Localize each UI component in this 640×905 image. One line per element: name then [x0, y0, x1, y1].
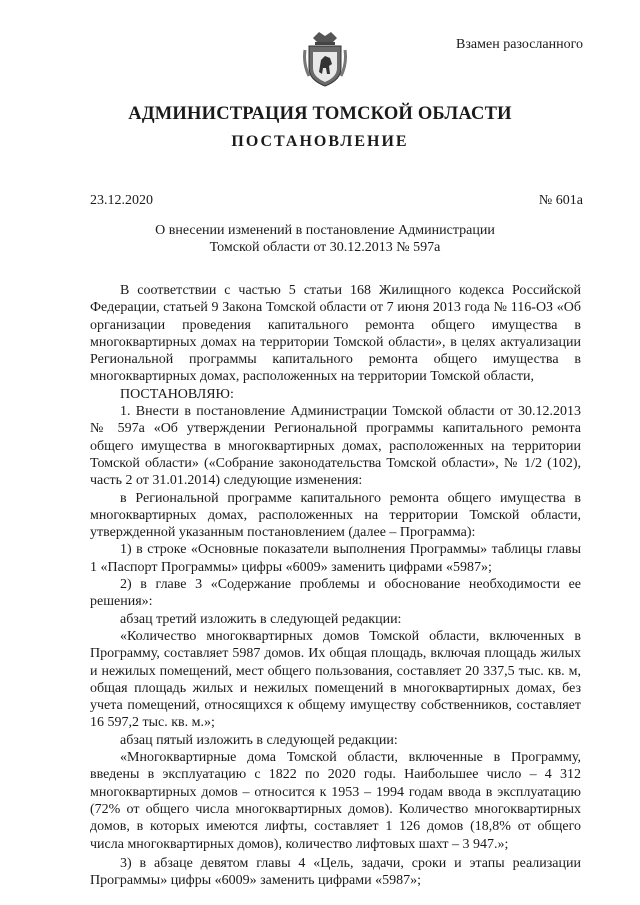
paragraph-change-1: 1) в строке «Основные показатели выполнения Программы» таблицы главы 1 «Паспорт Программы» цифры «6009» заменить цифрами «5987»;: [90, 542, 581, 575]
document-date: 23.12.2020: [90, 193, 153, 208]
paragraph-change-3: 3) в абзаце девятом главы 4 «Цель, задачи, сроки и этапы реализации Программы» цифры «6009» заменить цифрами «5987»;: [90, 855, 581, 889]
paragraph-change-2: 2) в главе 3 «Содержание проблемы и обоснование необходимости ее решения»:: [90, 577, 581, 610]
paragraph-abzac-3-intro: абзац третий изложить в следующей редакции:: [120, 611, 402, 627]
document-subject: О внесении изменений в постановление Администрации Томской области от 30.12.2013 № 597а: [155, 223, 495, 255]
document-type: ПОСТАНОВЛЕНИЕ: [231, 133, 409, 150]
replaced-note: Взамен разосланного: [456, 37, 583, 52]
tomsk-coat-of-arms-icon: [303, 30, 347, 88]
paragraph-abzac-5-intro: абзац пятый изложить в следующей редакции:: [120, 732, 398, 748]
paragraph-preamble: В соответствии с частью 5 статьи 168 Жилищного кодекса Российской Федерации, статьей 9 Закона Томской области от 7 июня 2013 года № 116-ОЗ «Об организации проведения капитального ремонта общего имущества в многоквартирных домах на территории Томской области», в целях актуализации Региональной программы капитального ремонта общего имущества в многоквартирных домах, расположенных на территории Томской области,: [90, 283, 581, 385]
document-number: № 601а: [538, 193, 583, 208]
organization-title: АДМИНИСТРАЦИЯ ТОМСКОЙ ОБЛАСТИ: [128, 104, 512, 124]
paragraph-item-1: 1. Внести в постановление Администрации Томской области от 30.12.2013 № 597а «Об утверждении Региональной программы капитального ремонта общего имущества в многоквартирных домах, расположенных на территории Томской области» («Собрание законодательства Томской области», № 1/2 (102), часть 2 от 31.01.2014) следующие изменения:: [90, 404, 581, 489]
paragraph-abzac-3-text: «Количество многоквартирных домов Томской области, включенных в Программу, составляет 5987 домов. Их общая площадь, включая площадь жилых и нежилых помещений, мест общего пользования, составляет 20 337,5 тыс. кв. м, общая площадь жилых и нежилых помещений в многоквартирных домах, без учета помещений, относящихся к общему имуществу собственников, составляет 16 597,2 тыс. кв. м.»;: [90, 628, 581, 731]
paragraph-resolve: ПОСТАНОВЛЯЮ:: [120, 386, 234, 402]
document-body: [90, 282, 581, 889]
paragraph-abzac-5-text: «Многоквартирные дома Томской области, включенные в Программу, введены в эксплуатацию с 1822 по 2020 годы. Наибольшее число – 4 312 многоквартирных домов – относится к 1953 – 1994 годам ввода в эксплуатацию (72% от общего числа многоквартирных домов). Количество многоквартирных домов, в которых имеются лифты, составляет 1 126 домов (18,8% от общего числа многоквартирных домов), количество лифтовых шахт – 3 947.»;: [90, 750, 581, 852]
paragraph-program: в Региональной программе капитального ремонта общего имущества в многоквартирных домах, расположенных на территории Томской области, утвержденной указанным постановлением (далее – Программа):: [90, 490, 581, 541]
